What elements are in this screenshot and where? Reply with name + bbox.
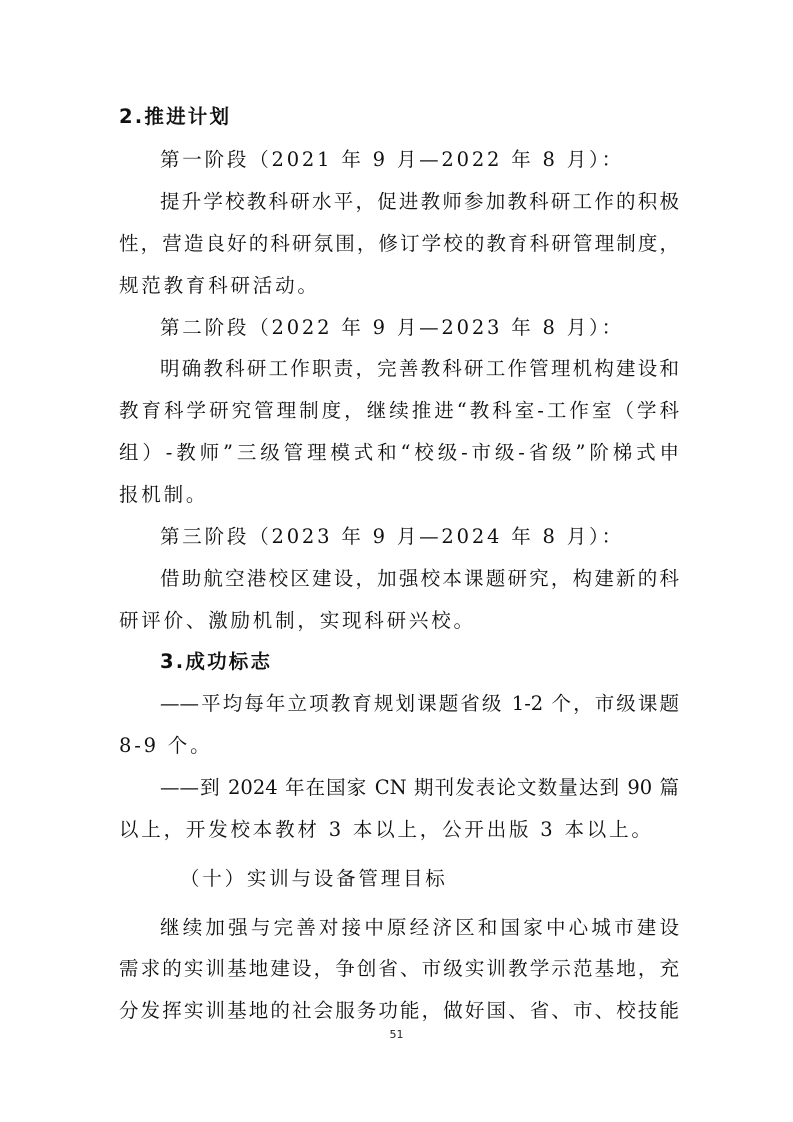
stage-3-line-1: 借助航空港校区建设，加强校本课题研究，构建新的科: [160, 567, 679, 590]
stage-2-title: 第二阶段（2022 年 9 月—2023 年 8 月）：: [160, 316, 624, 339]
subsection-heading-training: （十）实训与设备管理目标: [180, 867, 448, 890]
section-heading-plan: 2.推进计划: [119, 105, 232, 128]
para-10-line-2: 需求的实训基地建设，争创省、市级实训教学示范基地，充: [119, 957, 679, 980]
goal-2-line-2: 以上，开发校本教材 3 本以上，公开出版 3 本以上。: [119, 818, 654, 841]
page-number: 51: [389, 1028, 404, 1041]
stage-3-line-2: 研评价、激励机制，实现科研兴校。: [119, 609, 476, 632]
stage-3-title: 第三阶段（2023 年 9 月—2024 年 8 月）：: [160, 525, 624, 548]
stage-1-line-3: 规范教育科研活动。: [119, 274, 320, 297]
stage-1-line-1: 提升学校教科研水平，促进教师参加教科研工作的积极: [160, 190, 679, 213]
stage-2-line-3: 组）-教师”三级管理模式和“校级-市级-省级”阶梯式申: [119, 441, 679, 464]
goal-1-line-2: 8-9 个。: [119, 734, 213, 757]
para-10-line-1: 继续加强与完善对接中原经济区和国家中心城市建设: [160, 916, 679, 939]
goal-1-line-1: ——平均每年立项教育规划课题省级 1-2 个，市级课题: [160, 692, 679, 715]
goal-2-line-1: ——到 2024 年在国家 CN 期刊发表论文数量达到 90 篇: [160, 776, 679, 799]
section-heading-success: 3.成功标志: [160, 650, 273, 673]
stage-2-line-4: 报机制。: [119, 483, 209, 506]
stage-2-line-1: 明确教科研工作职责，完善教科研工作管理机构建设和: [160, 357, 679, 380]
para-10-line-3: 分发挥实训基地的社会服务功能，做好国、省、市、校技能: [119, 999, 679, 1022]
stage-1-line-2: 性，营造良好的科研氛围，修订学校的教育科研管理制度，: [119, 232, 679, 255]
stage-1-title: 第一阶段（2021 年 9 月—2022 年 8 月）：: [160, 148, 624, 171]
stage-2-line-2: 教育科学研究管理制度，继续推进“教科室-工作室（学科: [119, 399, 679, 422]
